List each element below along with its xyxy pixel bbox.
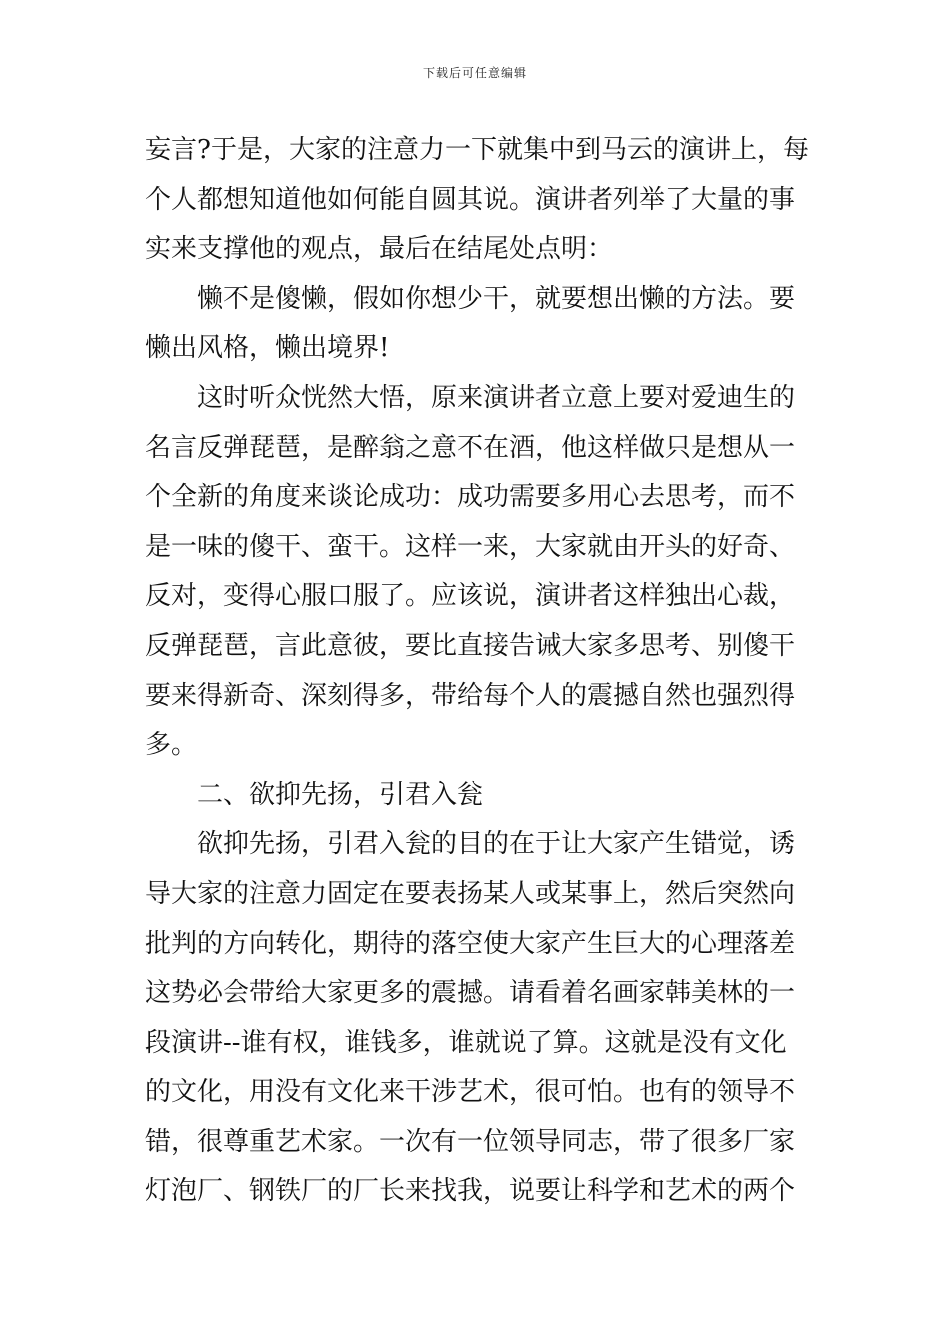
body-text — [145, 126, 809, 1217]
text-line: 批判的方向转化，期待的落空使大家产生巨大的心理落差 — [145, 928, 796, 959]
text-line: 的文化，用没有文化来干涉艺术，很可怕。也有的领导不 — [145, 1077, 796, 1108]
text-line: 欲抑先扬，引君入瓮的目的在于让大家产生错觉，诱 — [197, 829, 796, 860]
text-line: 个全新的角度来谈论成功：成功需要多用心去思考，而不 — [145, 482, 796, 513]
text-line: 多。 — [145, 730, 198, 761]
text-line: 实来支撑他的观点，最后在结尾处点明： — [145, 234, 614, 265]
text-line: 懒出风格，懒出境界! — [145, 333, 390, 364]
text-line: 导大家的注意力固定在要表扬某人或某事上，然后突然向 — [145, 878, 796, 909]
text-line: 这势必会带给大家更多的震撼。请看着名画家韩美林的一 — [145, 978, 796, 1009]
text-line: 懒不是傻懒，假如你想少干，就要想出懒的方法。要 — [197, 283, 796, 314]
text-line: 妄言?于是，大家的注意力一下就集中到马云的演讲上，每 — [145, 135, 809, 165]
text-line: 名言反弹琵琶，是醉翁之意不在酒，他这样做只是想从一 — [145, 432, 796, 463]
text-line: 要来得新奇、深刻得多，带给每个人的震撼自然也强烈得 — [145, 680, 796, 711]
text-line: 是一味的傻干、蛮干。这样一来，大家就由开头的好奇、 — [145, 531, 796, 562]
header-note: 下载后可任意编辑 — [422, 66, 527, 80]
text-line: 个人都想知道他如何能自圆其说。演讲者列举了大量的事 — [145, 184, 796, 215]
text-line: 这时听众恍然大悟，原来演讲者立意上要对爱迪生的 — [197, 382, 796, 413]
section-heading: 二、欲抑先扬，引君入瓮 — [197, 779, 484, 810]
text-line: 反对，变得心服口服了。应该说，演讲者这样独出心裁， — [145, 581, 796, 612]
text-line: 段演讲--谁有权，谁钱多，谁就说了算。这就是没有文化 — [145, 1027, 787, 1058]
text-line: 灯泡厂、钢铁厂的厂长来找我，说要让科学和艺术的两个 — [145, 1176, 796, 1207]
text-line: 反弹琵琶，言此意彼，要比直接告诫大家多思考、别傻干 — [145, 630, 796, 661]
text-line: 错，很尊重艺术家。一次有一位领导同志，带了很多厂家 — [145, 1126, 796, 1157]
